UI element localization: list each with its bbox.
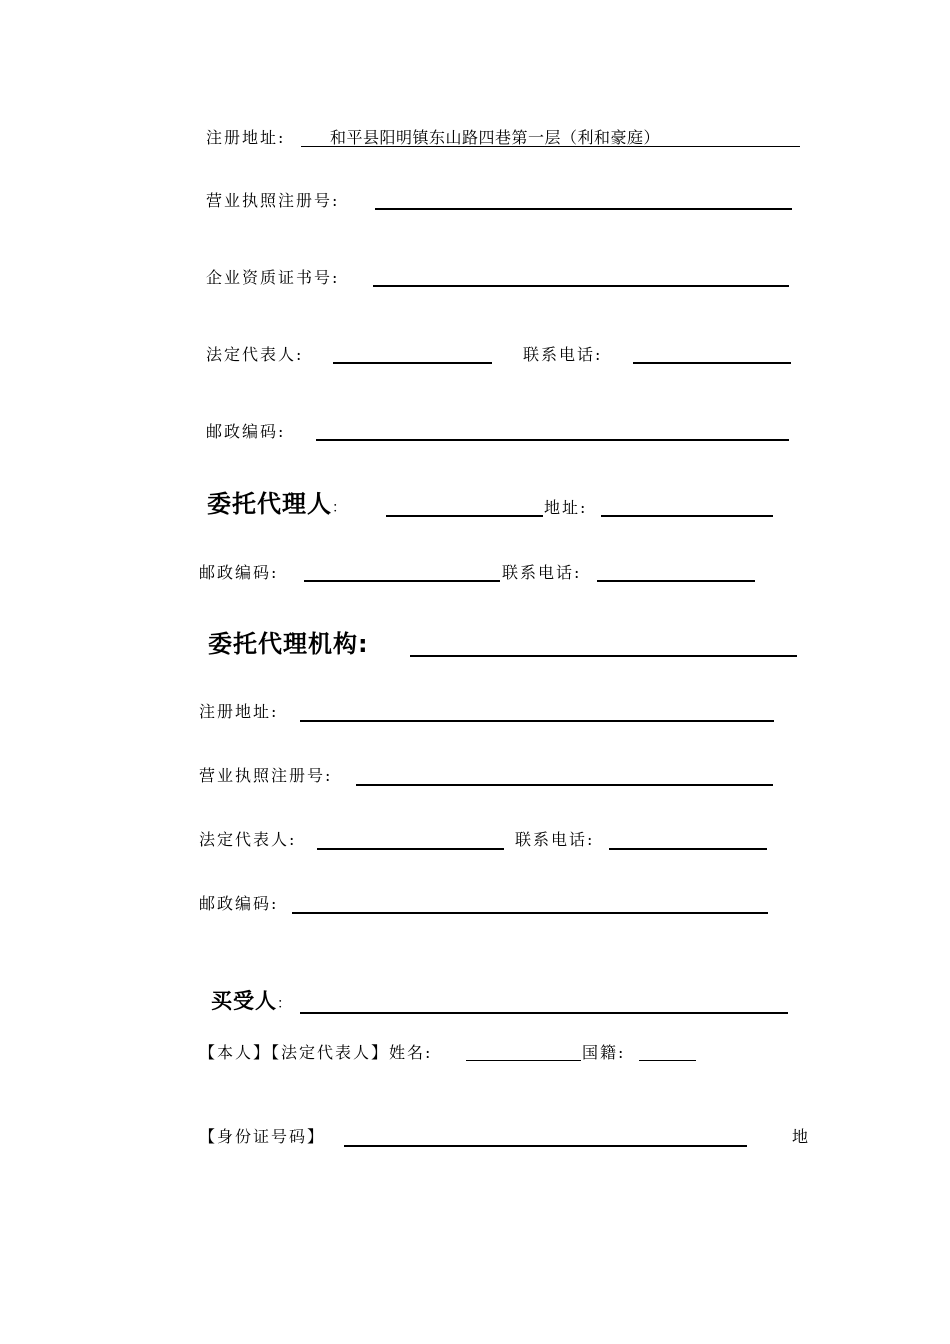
agent-phone-field[interactable]	[597, 580, 755, 582]
buyer-name-field[interactable]	[300, 1012, 788, 1014]
agency-legal-rep-label: 法定代表人:	[199, 830, 297, 849]
buyer-type-label: 【本人】【法定代表人】姓名:	[199, 1043, 433, 1062]
agent-address-field[interactable]	[601, 515, 773, 517]
agency-phone-label: 联系电话:	[515, 830, 595, 849]
agency-license-label: 营业执照注册号:	[199, 766, 333, 785]
buyer-id-field[interactable]	[344, 1145, 747, 1147]
seller-phone-field[interactable]	[633, 362, 791, 364]
agent-address-label: 地址:	[544, 498, 588, 517]
agency-license-field[interactable]	[356, 784, 773, 786]
buyer-title: 买受人：	[211, 989, 292, 1013]
seller-postal-field[interactable]	[316, 439, 789, 441]
buyer-nationality-field[interactable]	[639, 1060, 696, 1061]
agency-postal-field[interactable]	[292, 912, 768, 914]
agent-title: 委托代理人：	[207, 490, 347, 518]
buyer-nationality-label: 国籍:	[582, 1043, 626, 1062]
agency-reg-address-label: 注册地址:	[199, 702, 279, 721]
seller-reg-address-value: 和平县阳明镇东山路四巷第一层（利和豪庭）	[330, 128, 661, 147]
buyer-person-name-field[interactable]	[466, 1060, 581, 1061]
seller-phone-label: 联系电话:	[523, 345, 603, 364]
agent-postal-label: 邮政编码:	[199, 563, 279, 582]
agent-phone-label: 联系电话:	[502, 563, 582, 582]
agency-name-field[interactable]	[410, 655, 797, 657]
agent-name-field[interactable]	[386, 515, 543, 517]
agent-postal-field[interactable]	[304, 580, 500, 582]
buyer-address-label: 地	[792, 1127, 811, 1146]
buyer-id-label: 【身份证号码】	[199, 1127, 326, 1146]
seller-postal-label: 邮政编码:	[206, 422, 286, 441]
seller-license-field[interactable]	[375, 208, 792, 210]
agency-title: 委托代理机构:	[208, 630, 369, 658]
seller-legal-rep-field[interactable]	[333, 362, 492, 364]
agency-legal-rep-field[interactable]	[317, 848, 504, 850]
agency-postal-label: 邮政编码:	[199, 894, 279, 913]
seller-qualification-field[interactable]	[373, 285, 789, 287]
seller-qualification-label: 企业资质证书号:	[206, 268, 340, 287]
seller-license-label: 营业执照注册号:	[206, 191, 340, 210]
agency-reg-address-field[interactable]	[300, 720, 774, 722]
seller-legal-rep-label: 法定代表人:	[206, 345, 304, 364]
agency-phone-field[interactable]	[609, 848, 767, 850]
seller-reg-address-label: 注册地址:	[206, 128, 286, 147]
